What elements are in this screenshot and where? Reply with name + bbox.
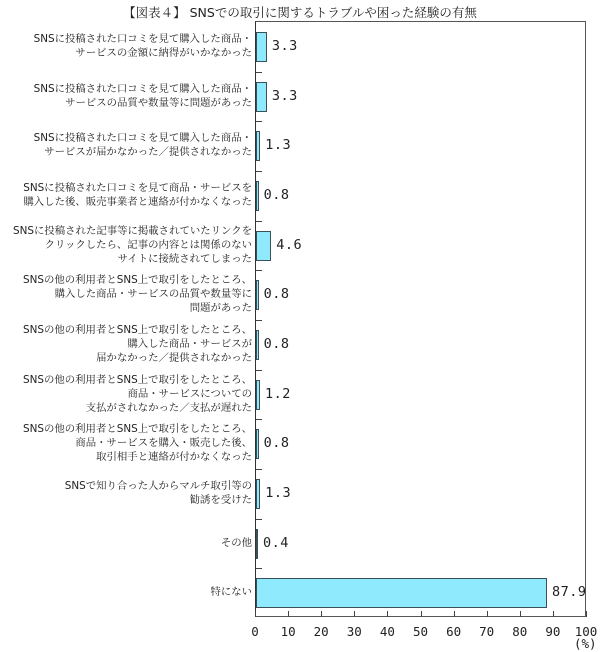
- category-label-line: 購入した商品・サービスの品質や数量等に: [54, 288, 252, 301]
- category-label-line: 勧誘を受けた: [189, 493, 252, 506]
- category-label-line: SNSに投稿された口コミを見て商品・サービスを: [23, 181, 252, 194]
- x-tick: [354, 611, 355, 617]
- value-label: 4.6: [276, 236, 303, 253]
- category-label-line: サイトに接続されてしまった: [117, 252, 252, 265]
- x-tick: [553, 611, 554, 617]
- category-label-line: サービスの金額に納得がいかなかった: [75, 46, 252, 59]
- category-label: [23, 181, 252, 209]
- category-label-line: SNSに投稿された口コミを見て購入した商品・: [33, 32, 252, 45]
- y-tick: [256, 171, 262, 172]
- category-label-line: サービスの品質や数量等に問題があった: [65, 96, 252, 109]
- category-label-line: 商品・サービスを購入・販売した後、: [75, 437, 252, 450]
- category-label-line: SNSに投稿された口コミを見て購入した商品・: [33, 82, 252, 95]
- chart-title: 【図表４】 SNSでの取引に関するトラブルや困った経験の有無: [123, 5, 477, 20]
- x-tick-label: 0: [251, 624, 259, 639]
- y-tick: [256, 270, 262, 271]
- x-tick: [454, 611, 455, 617]
- y-tick: [256, 320, 262, 321]
- category-label-line: SNSで知り合った人からマルチ取引等の: [64, 479, 252, 492]
- x-axis-unit-label: (%): [574, 636, 597, 651]
- value-label: 3.3: [271, 87, 298, 104]
- bar: [256, 529, 258, 559]
- category-label: [13, 224, 252, 266]
- category-label-line: 届かなかった／提供されなかった: [96, 351, 252, 364]
- x-tick: [255, 611, 256, 617]
- plot-area: [255, 21, 586, 617]
- x-tick-label: 40: [379, 624, 395, 639]
- x-tick-label: 70: [479, 624, 495, 639]
- x-tick: [421, 611, 422, 617]
- category-label: [34, 131, 252, 159]
- category-label: [23, 273, 252, 315]
- value-label: 0.8: [263, 435, 290, 452]
- x-tick: [487, 611, 488, 617]
- category-label-line: 商品・サービスについての: [127, 387, 252, 400]
- y-tick: [256, 221, 262, 222]
- x-axis: [251, 617, 598, 652]
- bar: [256, 380, 260, 410]
- category-label: [23, 373, 252, 415]
- category-label-line: 特にない: [210, 586, 252, 599]
- x-tick: [520, 611, 521, 617]
- category-label-line: サービスが届かなかった／提供されなかった: [44, 146, 252, 159]
- value-label: 1.2: [264, 385, 291, 402]
- x-tick: [586, 611, 587, 617]
- category-label: [34, 82, 252, 110]
- category-label: [65, 479, 252, 507]
- category-label: [210, 585, 252, 599]
- y-tick: [256, 568, 262, 569]
- y-tick: [256, 370, 262, 371]
- bar: [256, 181, 259, 211]
- value-label: 1.3: [265, 137, 292, 154]
- y-tick: [256, 72, 262, 73]
- x-tick-label: 100: [574, 624, 598, 639]
- x-tick: [387, 611, 388, 617]
- bar: [256, 131, 260, 161]
- value-label: 0.4: [263, 534, 289, 551]
- category-label-line: その他: [220, 536, 252, 549]
- x-tick-label: 50: [412, 624, 429, 639]
- bar: [256, 330, 259, 360]
- category-label-line: SNSに投稿された記事等に掲載されていたリンクを: [13, 224, 252, 237]
- value-label: 0.8: [263, 286, 290, 303]
- y-tick: [256, 121, 262, 122]
- y-tick: [256, 419, 262, 420]
- x-tick-label: 10: [280, 624, 296, 639]
- category-label-line: SNSの他の利用者とSNS上で取引をしたところ、: [23, 323, 252, 336]
- category-label-line: クリックしたら、記事の内容とは関係のない: [44, 238, 252, 251]
- category-label-line: 購入した後、販売事業者と連絡が付かなくなった: [23, 195, 252, 208]
- y-tick: [256, 519, 262, 520]
- value-label: 0.8: [263, 335, 290, 352]
- category-label: [23, 422, 252, 464]
- bar: [256, 231, 271, 261]
- value-label: 87.9: [551, 584, 587, 601]
- x-tick-label: 90: [545, 624, 561, 639]
- category-label-line: SNSの他の利用者とSNS上で取引をしたところ、: [23, 373, 252, 386]
- x-tick-label: 80: [512, 624, 528, 639]
- x-tick-label: 60: [446, 624, 462, 639]
- value-label: 1.3: [265, 484, 292, 501]
- bar: [256, 429, 259, 459]
- x-tick-label: 30: [346, 624, 362, 639]
- bar: [256, 32, 267, 62]
- category-label-line: 支払がされなかった／支払が遅れた: [85, 401, 252, 414]
- category-label: [221, 536, 252, 550]
- category-label-line: SNSの他の利用者とSNS上で取引をしたところ、: [23, 423, 252, 436]
- y-tick: [256, 469, 262, 470]
- x-tick-label: 20: [313, 624, 329, 639]
- bar: [256, 578, 547, 608]
- category-label: [23, 323, 252, 365]
- category-label-line: 取引相手と連絡が付かなくなった: [96, 451, 252, 464]
- bar: [256, 479, 260, 509]
- category-label: [34, 32, 252, 60]
- category-label-line: SNSの他の利用者とSNS上で取引をしたところ、: [23, 274, 252, 287]
- bar: [256, 82, 267, 112]
- bar: [256, 280, 259, 310]
- x-tick: [321, 611, 322, 617]
- x-tick: [288, 611, 289, 617]
- category-label-line: SNSに投稿された口コミを見て購入した商品・: [33, 132, 252, 145]
- value-label: 3.3: [271, 37, 298, 54]
- category-label-line: 購入した商品・サービスが: [127, 337, 252, 350]
- category-label-line: 問題があった: [189, 302, 252, 315]
- value-label: 0.8: [263, 186, 290, 203]
